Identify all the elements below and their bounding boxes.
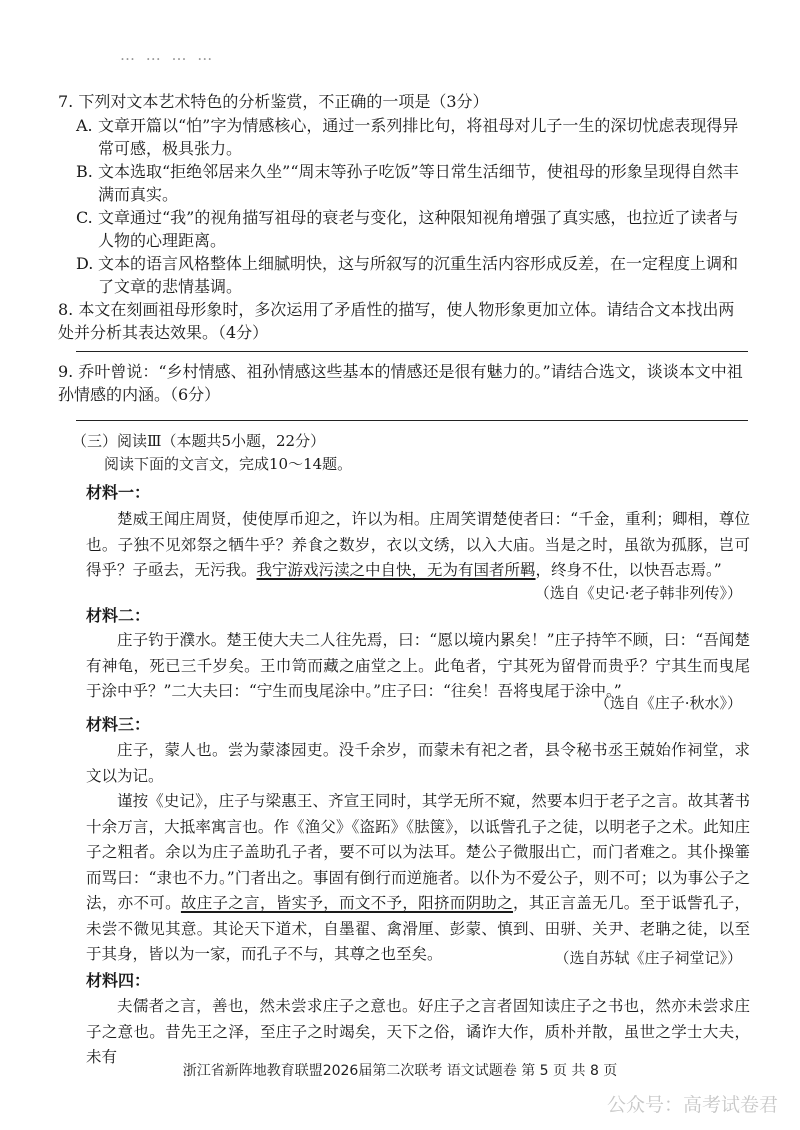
material-3-title: 材料三： (86, 715, 151, 734)
question-7-option-b (76, 160, 748, 204)
material-3-paragraph-1: 庄子，蒙人也。尝为蒙漆园吏。没千余岁，而蒙未有祀之者，县令秘书丞王兢始作祠堂，求文以为记。 (86, 741, 750, 785)
material-3-paragraph-2 (86, 789, 750, 968)
option-letter: D. (76, 254, 94, 273)
option-letter: C. (76, 208, 93, 227)
option-letter: B. (76, 162, 93, 181)
material-1-text (86, 507, 750, 584)
material-1-title: 材料一： (86, 483, 151, 502)
material-3-text-part: 谨按《史记》，庄子与梁惠王、齐宣王同时，其学无所不窥，然要本归于老子之言。故其著书十余万言，大抵率寓言也。作《渔父》《盗跖》《胠箧》，以诋訾孔子之徒，以明老子之术。此知庄子之粗者。余以为庄子盖助孔子者，要不可以为法耳。楚公子微服出亡，而门者难之。其仆操箠而骂曰：“隶也不力。”门者出之。事固有倒行而逆施者。以仆为不爱公子，则不可；以为事公子之法，亦不可。 (86, 792, 750, 912)
question-8-stem: 8. 本文在刻画祖母形象时，多次运用了矛盾性的描写，使人物形象更加立体。请结合文本找出两处并分析其表达效果。（4分） (58, 300, 735, 342)
answer-line-q9 (76, 420, 748, 421)
material-4-text: 夫儒者之言，善也，然未尝求庄子之意也。好庄子之言者固知读庄子之书也，然亦未尝求庄子之意也。昔先王之泽，至庄子之时竭矣，天下之俗，谲诈大作，质朴并散，虽世之学士大夫，未有 (86, 997, 750, 1066)
material-2-title: 材料二： (86, 606, 151, 625)
watermark: 公众号：高考试卷君 (606, 1094, 778, 1116)
material-2-text: 庄子钓于濮水。楚王使大夫二人往先焉，曰：“愿以境内累矣！”庄子持竿不顾，曰：“吾闻楚有神龟，死已三千岁矣。王巾笥而藏之庙堂之上。此龟者，宁其死为留骨而贵乎？宁其生而曳尾于涂中乎？”二大夫曰：“宁生而曳尾涂中。”庄子曰：“往矣！吾将曳尾于涂中。” (86, 631, 750, 700)
question-7-option-d (76, 252, 748, 296)
material-1-text-part: ，终身不仕，以快吾志焉。” (535, 561, 722, 579)
option-text: 文章开篇以“怕”字为情感核心，通过一系列排比句，将祖母对儿子一生的深切忧虑表现得异常可感，极具张力。 (98, 116, 739, 158)
section-3-heading: （三）阅读Ⅲ（本题共5小题，22分） (72, 432, 326, 450)
option-text: 文本的语言风格整体上细腻明快，这与所叙写的沉重生活内容形成反差，在一定程度上调和了文章的悲情基调。 (98, 254, 739, 296)
question-7-option-a (76, 114, 748, 158)
cut-off-top-text: … … … … (120, 46, 216, 64)
question-7-option-c (76, 206, 748, 250)
material-1-source: （选自《史记·老子韩非列传》） (534, 584, 742, 602)
question-9-stem: 9. 乔叶曾说：“乡村情感、祖孙情感这些基本的情感还是很有魅力的。”请结合选文，谈谈本文中祖孙情感的内涵。（6分） (58, 362, 743, 404)
material-3-text-part: ，其正言盖无几。至于诋訾孔子，未尝不微见其意。其论天下道术，自墨翟、禽滑厘、彭蒙、慎到、田骈、关尹、老聃之徒，以至于其身，皆以为一家，而孔子不与，其尊之也至矣。 (86, 894, 750, 963)
section-3-instructions: 阅读下面的文言文，完成10～14题。 (104, 455, 353, 473)
page-footer: 浙江省新阵地教育联盟2026届第二次联考 语文试题卷 第 5 页 共 8 页 (182, 1063, 618, 1079)
material-2-source: （选自《庄子·秋水》） (594, 694, 742, 712)
material-3-underlined-sentence: 故庄子之言，皆实予，而文不予，阳挤而阴助之 (180, 894, 514, 912)
answer-line-q8 (76, 351, 748, 352)
material-4-title: 材料四： (86, 971, 151, 990)
option-text: 文本选取“拒绝邻居来久坐”“周末等孙子吃饭”等日常生活细节，使祖母的形象呈现得自然丰满而真实。 (98, 162, 739, 204)
option-text: 文章通过“我”的视角描写祖母的衰老与变化，这种限知视角增强了真实感，也拉近了读者与人物的心理距离。 (98, 208, 739, 250)
question-7-stem: 7. 下列对文本艺术特色的分析鉴赏，不正确的一项是（3分） (58, 92, 489, 111)
material-3-source: （选自苏轼《庄子祠堂记》） (554, 949, 742, 967)
material-1-underlined-sentence: 我宁游戏污渎之中自快，无为有国者所羁 (256, 561, 536, 579)
option-letter: A. (76, 116, 93, 135)
material-1-text-part: 楚威王闻庄周贤，使使厚币迎之，许以为相。庄周笑谓楚使者曰：“千金，重利；卿相，尊位也。子独不见郊祭之牺牛乎？养食之数岁，衣以文绣，以入大庙。当是之时，虽欲为孤豚，岂可得乎？子亟去，无污我。 (86, 510, 750, 579)
